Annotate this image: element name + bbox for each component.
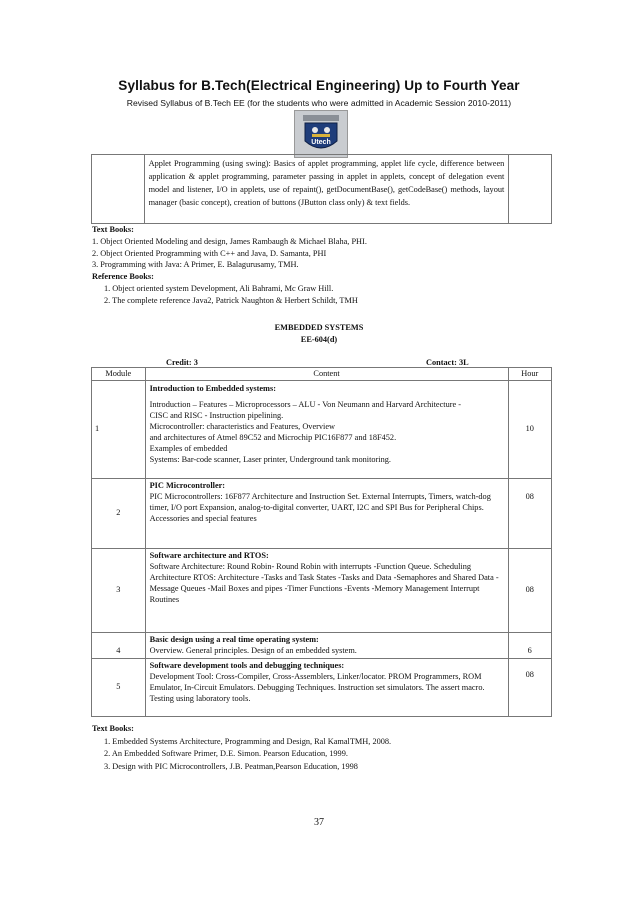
java-reference-book: 2. The complete reference Java2, Patrick Naughton & Herbert Schildt, TMH	[104, 295, 358, 305]
module-content	[145, 633, 508, 659]
module-hour: 08	[508, 479, 551, 549]
module-line: Software Architecture: Round Robin- Round Robin with interrupts -Function Queue. Scheduling	[149, 562, 472, 571]
module-number: 3	[92, 549, 146, 633]
module-number: 4	[92, 633, 146, 659]
module-hour: 08	[508, 549, 551, 633]
java-text-book: 1. Object Oriented Modeling and design, James Rambaugh & Michael Blaha, PHI.	[92, 236, 367, 246]
module-heading: Basic design using a real time operating system:	[149, 635, 319, 644]
module-content	[145, 381, 508, 479]
module-hour: 10	[508, 381, 551, 479]
module-hour: 6	[508, 633, 551, 659]
applet-text: Applet Programming (using swing): Basics of applet programming, applet life cycle, difference between application & applet programming, parameter passing in applet in applets, concept of delegation event model and listener, I/O in applets, use of repaint(), getDocumentBase(), getCodeBase() methods, layout manager (basic concept), creation of buttons (JButton class only) & text fields.	[148, 159, 505, 207]
syllabus-table	[91, 367, 552, 717]
module-heading: Software development tools and debugging techniques:	[149, 661, 345, 670]
header-hour: Hour	[508, 368, 551, 381]
reference-books-heading: Reference Books:	[92, 272, 154, 282]
module-line: Message Queues -Mail Boxes and pipes -Timer Functions -Events -Memory Management Interrupt	[149, 584, 480, 593]
module-hour: 08	[508, 659, 551, 717]
module-heading: PIC Microcontroller:	[149, 481, 226, 490]
applet-module-cell	[92, 155, 145, 224]
module-line: Accessories and special features	[149, 514, 257, 523]
module-line: Testing using laboratory tools.	[149, 694, 251, 703]
header-module: Module	[92, 368, 146, 381]
module-line: Routines	[149, 595, 180, 604]
es-text-book: 3. Design with PIC Microcontrollers, J.B. Peatman,Pearson Education, 1998	[104, 761, 358, 771]
module-number: 5	[92, 659, 146, 717]
table-row	[92, 633, 552, 659]
module-line: timer, I/O port Expansion, analog-to-digital converter, UART, I2C and SPI Bus for Peripheral Chips.	[149, 503, 484, 512]
university-logo	[294, 110, 348, 158]
module-line: CISC and RISC - Instruction pipelining.	[149, 411, 284, 421]
course-code: EE-604(d)	[300, 335, 338, 344]
module-line: Architecture RTOS: Architecture -Tasks and Task States -Tasks and Data -Semaphores and Shared Data -	[149, 573, 499, 582]
java-reference-book: 1. Object oriented system Development, Ali Bahrami, Mc Graw Hill.	[104, 283, 334, 293]
text-books-heading: Text Books:	[92, 225, 134, 234]
course-name: EMBEDDED SYSTEMS	[274, 323, 364, 332]
module-content	[145, 549, 508, 633]
module-line: Emulator, In-Circuit Emulators. Debugging Techniques. Instruction set simulators. The assert macro.	[149, 683, 485, 692]
page-subtitle: Revised Syllabus of B.Tech EE (for the students who were admitted in Academic Session 2010-2011)	[126, 98, 512, 108]
java-text-book: 2. Object Oriented Programming with C++ and Java, D. Samanta, PHI	[92, 248, 327, 258]
applet-table	[91, 154, 552, 224]
table-header-row	[92, 368, 552, 381]
module-line: Microcontroller: characteristics and Features, Overview	[149, 422, 336, 432]
table-row	[92, 479, 552, 549]
module-line: Development Tool: Cross-Compiler, Cross-Assemblers, Linker/locator. PROM Programmers, ROM	[149, 672, 482, 681]
module-heading: Introduction to Embedded systems:	[149, 384, 276, 393]
java-text-book: 3. Programming with Java: A Primer, E. Balagurusamy, TMH.	[92, 260, 299, 270]
module-number: 2	[92, 479, 146, 549]
page-title: Syllabus for B.Tech(Electrical Engineering) Up to Fourth Year	[118, 78, 520, 93]
es-text-book: 2. An Embedded Software Primer, D.E. Simon. Pearson Education, 1999.	[104, 749, 348, 758]
applet-hour-cell	[509, 155, 552, 224]
module-line: Introduction – Features – Microprocessors – ALU - Von Neumann and Harvard Architecture -	[149, 400, 462, 410]
applet-content-cell	[144, 155, 509, 224]
header-content: Content	[145, 368, 508, 381]
table-row	[92, 381, 552, 479]
module-line: and architectures of Atmel 89C52 and Microchip PIC16F877 and 18F452.	[149, 433, 397, 443]
page-number: 37	[314, 817, 324, 828]
module-line: Examples of embedded	[149, 444, 228, 454]
java-books-section	[92, 224, 552, 307]
module-number: 1	[92, 381, 146, 479]
logo-text: Utech	[311, 139, 331, 146]
module-content	[145, 659, 508, 717]
es-text-book: 1. Embedded Systems Architecture, Programming and Design, Ral KamalTMH, 2008.	[104, 736, 392, 746]
es-text-books-heading: Text Books:	[92, 724, 134, 733]
table-row	[92, 549, 552, 633]
module-line: Overview. General principles. Design of an embedded system.	[149, 646, 357, 655]
module-heading: Software architecture and RTOS:	[149, 551, 269, 560]
table-row	[92, 659, 552, 717]
module-content	[145, 479, 508, 549]
module-line: PIC Microcontrollers: 16F877 Architecture and Instruction Set. External Interrupts, Timers, watch-dog	[149, 492, 491, 501]
module-line: Systems: Bar-code scanner, Laser printer, Underground tank monitoring.	[149, 455, 391, 465]
es-text-books-section	[92, 723, 552, 773]
course-contact: Contact: 3L	[426, 358, 469, 367]
course-credit: Credit: 3	[166, 358, 198, 367]
